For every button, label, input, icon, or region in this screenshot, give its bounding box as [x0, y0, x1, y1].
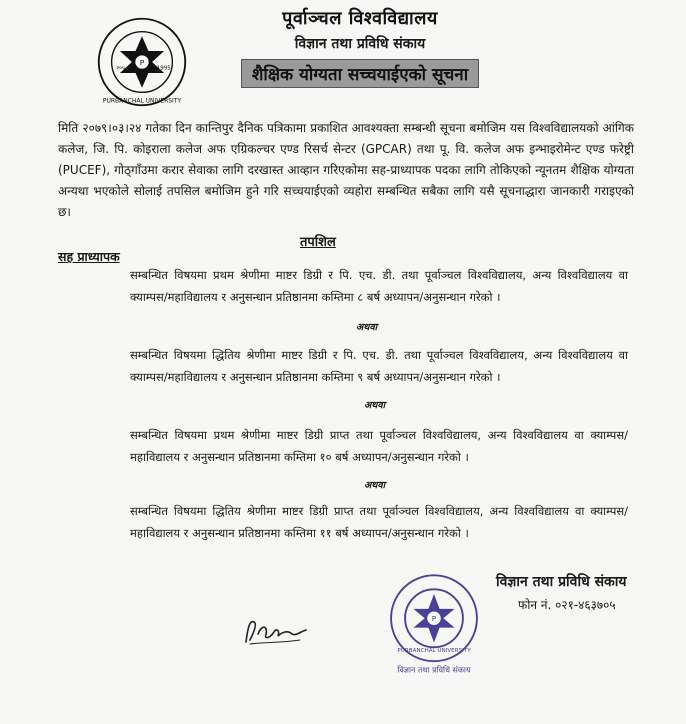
- notice-title: शैक्षिक योग्यता सच्चयाईएको सूचना: [241, 59, 479, 88]
- letterhead: [180, 6, 540, 88]
- svg-text:PURBANCHAL UNIVERSITY: PURBANCHAL UNIVERSITY: [397, 647, 471, 654]
- university-stamp: [378, 566, 490, 678]
- requirement-3: सम्बन्धित विषयमा प्रथम श्रेणीमा माष्टर डिग्री प्राप्त तथा पूर्वाञ्चल विश्वविद्यालय, अन्य विश्वविद्यालय वा क्याम्पस/महाविद्यालय र अनुसन्धान प्रतिष्ठानमा कम्तिमा १० बर्ष अध्यापन/अनुसन्धान गरेको ।: [130, 428, 628, 464]
- intro-paragraph: मिति २०७९।०३।२४ गतेका दिन कान्तिपुर दैनिक पत्रिकामा प्रकाशित आवश्यक्ता सम्बन्धी सूचना बमोजिम यस विश्वविद्यालयको आंगिक कलेज, जि. पि. कोइराला कलेज अफ एग्रिकल्चर एण्ड रिसर्च सेन्टर (GPCAR) तथा पू. वि. कलेज अफ इन्भाइरोमेन्ट एण्ड फरेष्ट्री (PUCEF), गोठ्गाँउमा करार सेवाका लागि दरखास्त आव्हान गरिएकोमा सह-प्राध्यापक पदका लागि तोकिएको न्यूनतम शैक्षिक योग्यता अन्यथा भएकोले सोलाई तपसिल बमोजिम हुने गरि सच्चयाईएको व्यहोरा सम्बन्धित सबैका लागि यसै सूचनाद्धारा जानकारी गराइएको छ।: [58, 121, 634, 219]
- svg-text:P: P: [431, 614, 437, 624]
- or-separator: अथवा: [356, 322, 378, 333]
- or-separator: अथवा: [364, 480, 386, 491]
- svg-text:1995: 1995: [156, 65, 171, 72]
- position-heading: सह प्राध्यापक: [58, 249, 120, 264]
- footer-phone: फोन नं. ०२१-४६३७०५: [518, 598, 616, 612]
- svg-text:PURBANCHAL UNIVERSITY: PURBANCHAL UNIVERSITY: [102, 97, 182, 105]
- university-logo: [96, 16, 188, 108]
- or-separator: अथवा: [364, 400, 386, 411]
- svg-text:२०५: २०५: [116, 65, 125, 72]
- requirement-4: सम्बन्धित विषयमा द्धितिय श्रेणीमा माष्टर डिग्री प्राप्त तथा पूर्वाञ्चल विश्वविद्यालय, अन्य विश्वविद्यालय वा क्याम्पस/महाविद्यालय र अनुसन्धान प्रतिष्ठानमा कम्तिमा ११ बर्ष अध्यापन/अनुसन्धान गरेको ।: [130, 504, 628, 540]
- requirement-1: सम्बन्धित विषयमा प्रथम श्रेणीमा माष्टर डिग्री र पि. एच. डी. तथा पूर्वाञ्चल विश्वविद्यालय, अन्य विश्वविद्यालय वा क्याम्पस/महाविद्यालय र अनुसन्धान प्रतिष्ठानमा कम्तिमा ८ बर्ष अध्यापन/अनुसन्धान गरेको ।: [130, 268, 628, 304]
- footer-faculty: विज्ञान तथा प्रविधि संकाय: [496, 574, 627, 590]
- signature: [240, 614, 312, 650]
- svg-text:विज्ञान तथा प्रविधि संकाय: विज्ञान तथा प्रविधि संकाय: [397, 665, 471, 675]
- faculty-name: विज्ञान तथा प्रविधि संकाय: [294, 36, 426, 52]
- svg-text:P: P: [139, 57, 145, 67]
- university-name: पूर्वाञ्चल विश्वविद्यालय: [282, 8, 438, 29]
- requirement-2: सम्बन्धित विषयमा द्धितिय श्रेणीमा माष्टर डिग्री र पि. एच. डी. तथा पूर्वाञ्चल विश्वविद्यालय, अन्य विश्वविद्यालय वा क्याम्पस/महाविद्यालय र अनुसन्धान प्रतिष्ठानमा कम्तिमा ९ बर्ष अध्यापन/अनुसन्धान गरेको ।: [130, 348, 628, 384]
- details-heading: तपशिल: [300, 235, 336, 250]
